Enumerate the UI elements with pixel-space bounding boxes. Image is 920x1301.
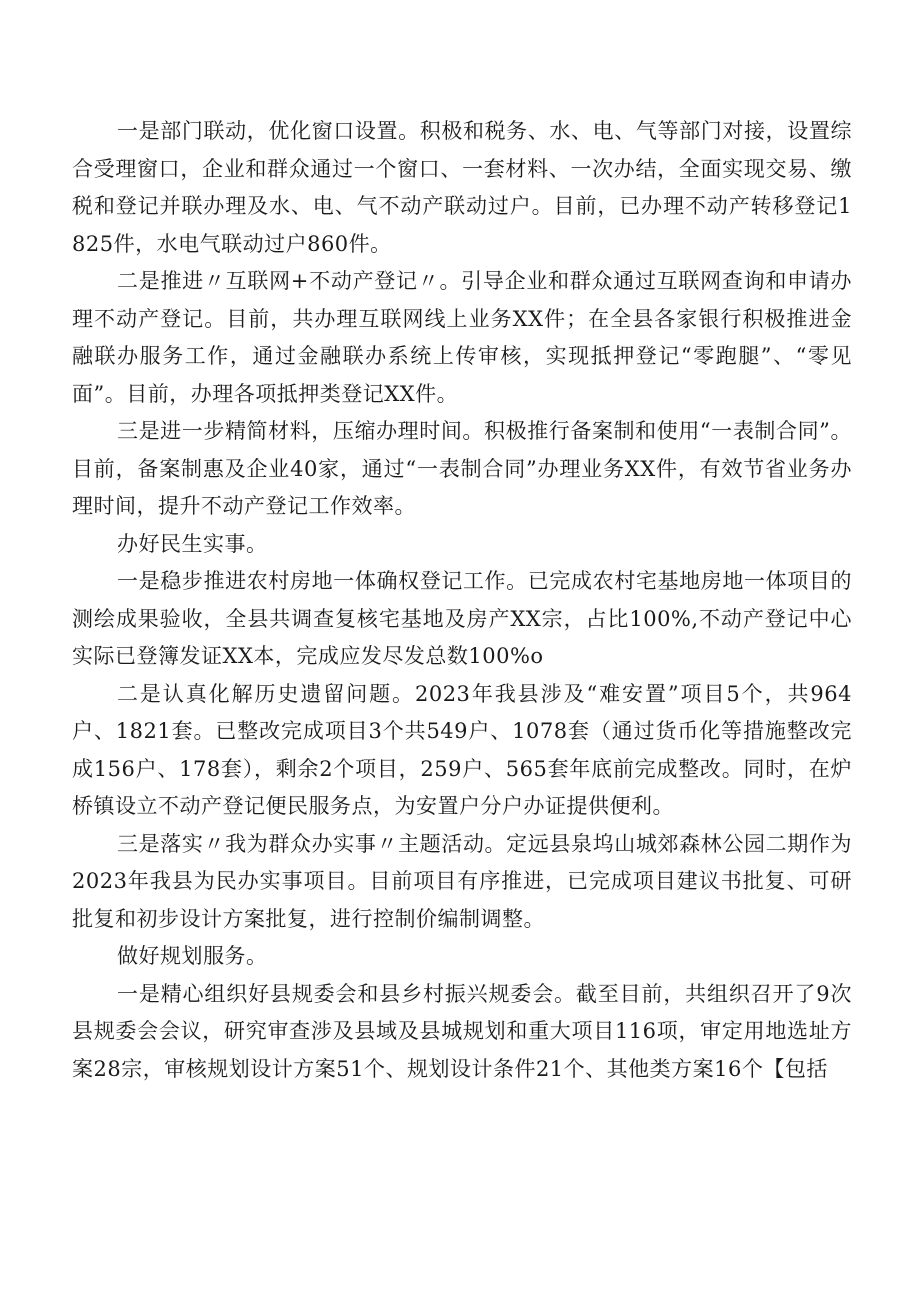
paragraph-rural-registration: 一是稳步推进农村房地一体确权登记工作。已完成农村宅基地房地一体项目的测绘成果验收，全县共调查复核宅基地及房产XX宗，占比100%,不动产登记中心实际已登簿发证XX本，完成应发尽发总数100%o [72,569,852,668]
paragraph-practical-matters: 三是落实〃我为群众办实事〃主题活动。定远县泉坞山城郊森林公园二期作为2023年我县为民办实事项目。目前项目有序推进，已完成项目建议书批复、可研批复和初步设计方案批复，进行控制价编制调整。 [72,831,852,931]
paragraph-simplify-materials: 三是进一步精简材料，压缩办理时间。积极推行备案制和使用“一表制合同”。目前，备案制惠及企业40家，通过“一表制合同”办理业务XX件，有效节省业务办理时间，提升不动产登记工作效率。 [72,419,852,518]
paragraph-historical-issues: 二是认真化解历史遗留问题。2023年我县涉及“难安置”项目5个，共964户、1821套。已整改完成项目3个共549户、1078套（通过货币化等措施整改完成156户、178套），剩余2个项目，259户、565套年底前完成整改。同时，在炉桥镇设立不动产登记便民服务点，为安置户分户办证提供便利。 [72,681,852,818]
document-body [72,113,852,1088]
section-heading-planning: 做好规划服务。 [117,944,268,968]
section-heading-livelihood: 办好民生实事。 [117,531,268,556]
paragraph-internet-registration: 二是推进〃互联网+不动产登记〃。引导企业和群众通过互联网查询和申请办理不动产登记。目前，共办理互联网线上业务XX件；在全县各家银行积极推进金融联办服务工作，通过金融联办系统上传审核，实现抵押登记“零跑腿”、“零见面”。目前，办理各项抵押类登记XX件。 [72,269,852,406]
paragraph-planning-committee: 一是精心组织好县规委会和县乡村振兴规委会。截至目前，共组织召开了9次县规委会会议，研究审查涉及县域及县城规划和重大项目116项，审定用地选址方案28宗，审核规划设计方案51个、规划设计条件21个、其他类方案16个【包括 [72,981,852,1081]
paragraph-window-linkage: 一是部门联动，优化窗口设置。积极和税务、水、电、气等部门对接，设置综合受理窗口，企业和群众通过一个窗口、一套材料、一次办结，全面实现交易、缴税和登记并联办理及水、电、气不动产联动过户。目前，已办理不动产转移登记1825件，水电气联动过户860件。 [72,119,852,256]
